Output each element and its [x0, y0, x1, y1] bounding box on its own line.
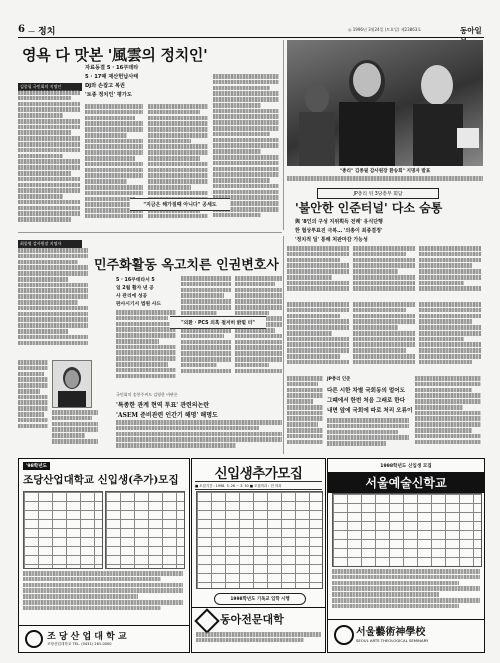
- ad-left-footer-name: 조 당 산 업 대 학 교: [47, 632, 127, 642]
- note-kicker: 국민회의 송봉주씨도 김영한 비판론: [116, 392, 178, 397]
- ad-right-school-en: SEOUL ARTS THEOLOGICAL SEMINARY: [356, 638, 429, 643]
- ad-middle: [191, 458, 326, 653]
- portrait-figure: [53, 361, 91, 407]
- right-body-col-1: [287, 246, 349, 300]
- bottom-point: 5 · 16쿠데타서 5: [116, 278, 155, 283]
- right-body-col-2: [353, 246, 415, 300]
- ad-left-yeartag: '98학년도: [23, 462, 50, 470]
- ad-right: [327, 458, 485, 653]
- right-sub1: 與 '8인의 구성 지위획득 전례' 유식단행: [295, 219, 383, 225]
- right-lower-col-3: [419, 302, 481, 372]
- right-tag: JP총리 뒤 3당총무 회담: [317, 188, 439, 199]
- portrait-under-text: [52, 410, 98, 450]
- column-divider: [283, 236, 284, 454]
- ad-left-footer-contact: 조당산업대학교 TEL. (0431) 261-0000: [47, 642, 112, 646]
- ad-middle-contact: [196, 632, 321, 650]
- bottom-pullquote: "외환 · PCS 의혹 철저히 밝힐 터": [170, 316, 266, 329]
- ad-middle-banner: 1998학년도 기독교 입학 시행: [214, 593, 306, 605]
- right-sub2: 한 협상투표진 극복… '의총이 최종결정': [295, 228, 383, 234]
- portrait-side-text: [18, 360, 48, 440]
- bottom-body-col-3: [181, 276, 231, 388]
- note-line-2: 'ASEM 준비관련 인간기 해명' 해명도: [116, 412, 218, 419]
- ad-middle-subtitle: ■ 모집기간 : 1998. 3. 26 ~ 3. 30 ■ 모집학과 : 전 학과: [195, 481, 322, 490]
- section-title: 정치: [38, 27, 56, 37]
- ad-left-notes: [23, 571, 183, 621]
- ad-right-footer: [328, 619, 484, 653]
- ad-middle-footer: [192, 607, 325, 653]
- bottom-headline: 민주화활동 옥고치른 인권변호사: [94, 258, 279, 273]
- top-pullquote: "지금은 해가질때 아니다" 공세도: [130, 198, 230, 211]
- ad-left-table-1: [23, 491, 103, 569]
- school-logo-icon: [25, 630, 43, 648]
- right-sub3: '정치적 딜' 통해 처판마감 가능성: [295, 237, 368, 243]
- right-lower-col-1: [287, 302, 349, 372]
- right-mid-story: [287, 188, 483, 300]
- ad-left-footer: [19, 625, 189, 653]
- ad-middle-title: 신입생추가모집: [214, 466, 303, 482]
- sidebar-point: '토종 정치인' 평가도: [85, 92, 132, 98]
- box-tag: JP총리 인준: [327, 377, 351, 382]
- paper-name: 동아일: [460, 26, 482, 35]
- college-emblem-icon: [194, 608, 219, 633]
- column-divider: [283, 40, 284, 230]
- masthead: [18, 23, 484, 38]
- portrait-photo: [52, 360, 92, 408]
- note-body: [116, 420, 282, 450]
- ad-right-school-hanja: 서울藝術神學校: [356, 627, 426, 638]
- ad-middle-table: [196, 491, 323, 589]
- bottom-kicker: 최종영 감사원장 지명자: [18, 240, 82, 248]
- ad-left-table-2: [105, 491, 185, 569]
- top-headline: 영욕 다 맛본 '風雲의 정치인': [22, 46, 208, 64]
- box-side-text: [287, 376, 323, 452]
- photo-figures: [287, 40, 483, 166]
- sidebar-point: 5 · 17때 재산헌납사태: [85, 74, 139, 80]
- ad-middle-school: 동아전문대학: [220, 613, 284, 626]
- right-lower-col-4: [415, 376, 481, 452]
- box-headline-2: 그떄에서 한번 처음 그래로 한다: [327, 398, 406, 404]
- box-story: [287, 376, 413, 452]
- section-divider: [18, 232, 282, 233]
- box-body: [327, 418, 409, 452]
- box-headline-1: 다른 시한 차별 국회동의 멀어도: [327, 388, 406, 394]
- ad-right-title: 서울예술신학교: [328, 472, 484, 493]
- top-story: [18, 40, 282, 230]
- top-kicker: 김종필 국민회의 지명인: [18, 83, 82, 91]
- ad-left-title: 조당산업대학교 신입생(추가)모집: [23, 474, 179, 486]
- bottom-point: 일 2월 활자 낸 공: [116, 286, 154, 291]
- sidebar-point: 자료동결 5 · 16쿠데타: [85, 65, 139, 71]
- seminary-logo-icon: [334, 625, 354, 645]
- top-body-col-2: [85, 104, 143, 230]
- box-headline-3: 내면 앞에 국회에 따로 처리 오류이: [327, 408, 413, 414]
- top-body-col-1: [18, 90, 80, 230]
- sidebar-point: DJ와 손잡고 복권: [85, 83, 125, 89]
- ad-right-table: [332, 493, 482, 567]
- page-number: 6: [18, 24, 25, 35]
- news-photo: [287, 40, 483, 166]
- bottom-story: [18, 236, 282, 456]
- ad-right-yeartag: 1998학년도 신입생 모집: [380, 464, 432, 469]
- ad-right-notes: [332, 569, 480, 615]
- photo-caption-body: [287, 176, 483, 186]
- bottom-body-col-1: [18, 248, 88, 352]
- page-section: —: [28, 27, 35, 35]
- right-body-col-3: [419, 246, 481, 300]
- bottom-point: 판사시기서 법원 사드: [116, 302, 162, 307]
- right-lower-col-2: [353, 302, 415, 372]
- ad-left: [18, 458, 190, 653]
- bottom-body-col-2: [116, 310, 176, 388]
- right-lower-area: [287, 302, 483, 454]
- issue-date: ◎ 1996년 3월24일 (토요일) 제23863호: [348, 27, 422, 32]
- bottom-body-col-4: [235, 276, 282, 388]
- bottom-point: 사 관리에 성공: [116, 294, 148, 299]
- note-line-1: '특종한 관계 현역 투표' 관련의논란: [116, 402, 210, 409]
- right-headline: '불안한 인준터널' 다소 숨통: [295, 201, 443, 215]
- photo-caption: "총리" 김종필 감사원장 환송회" 지명자 발표: [339, 169, 431, 174]
- top-body-col-3: [148, 104, 208, 230]
